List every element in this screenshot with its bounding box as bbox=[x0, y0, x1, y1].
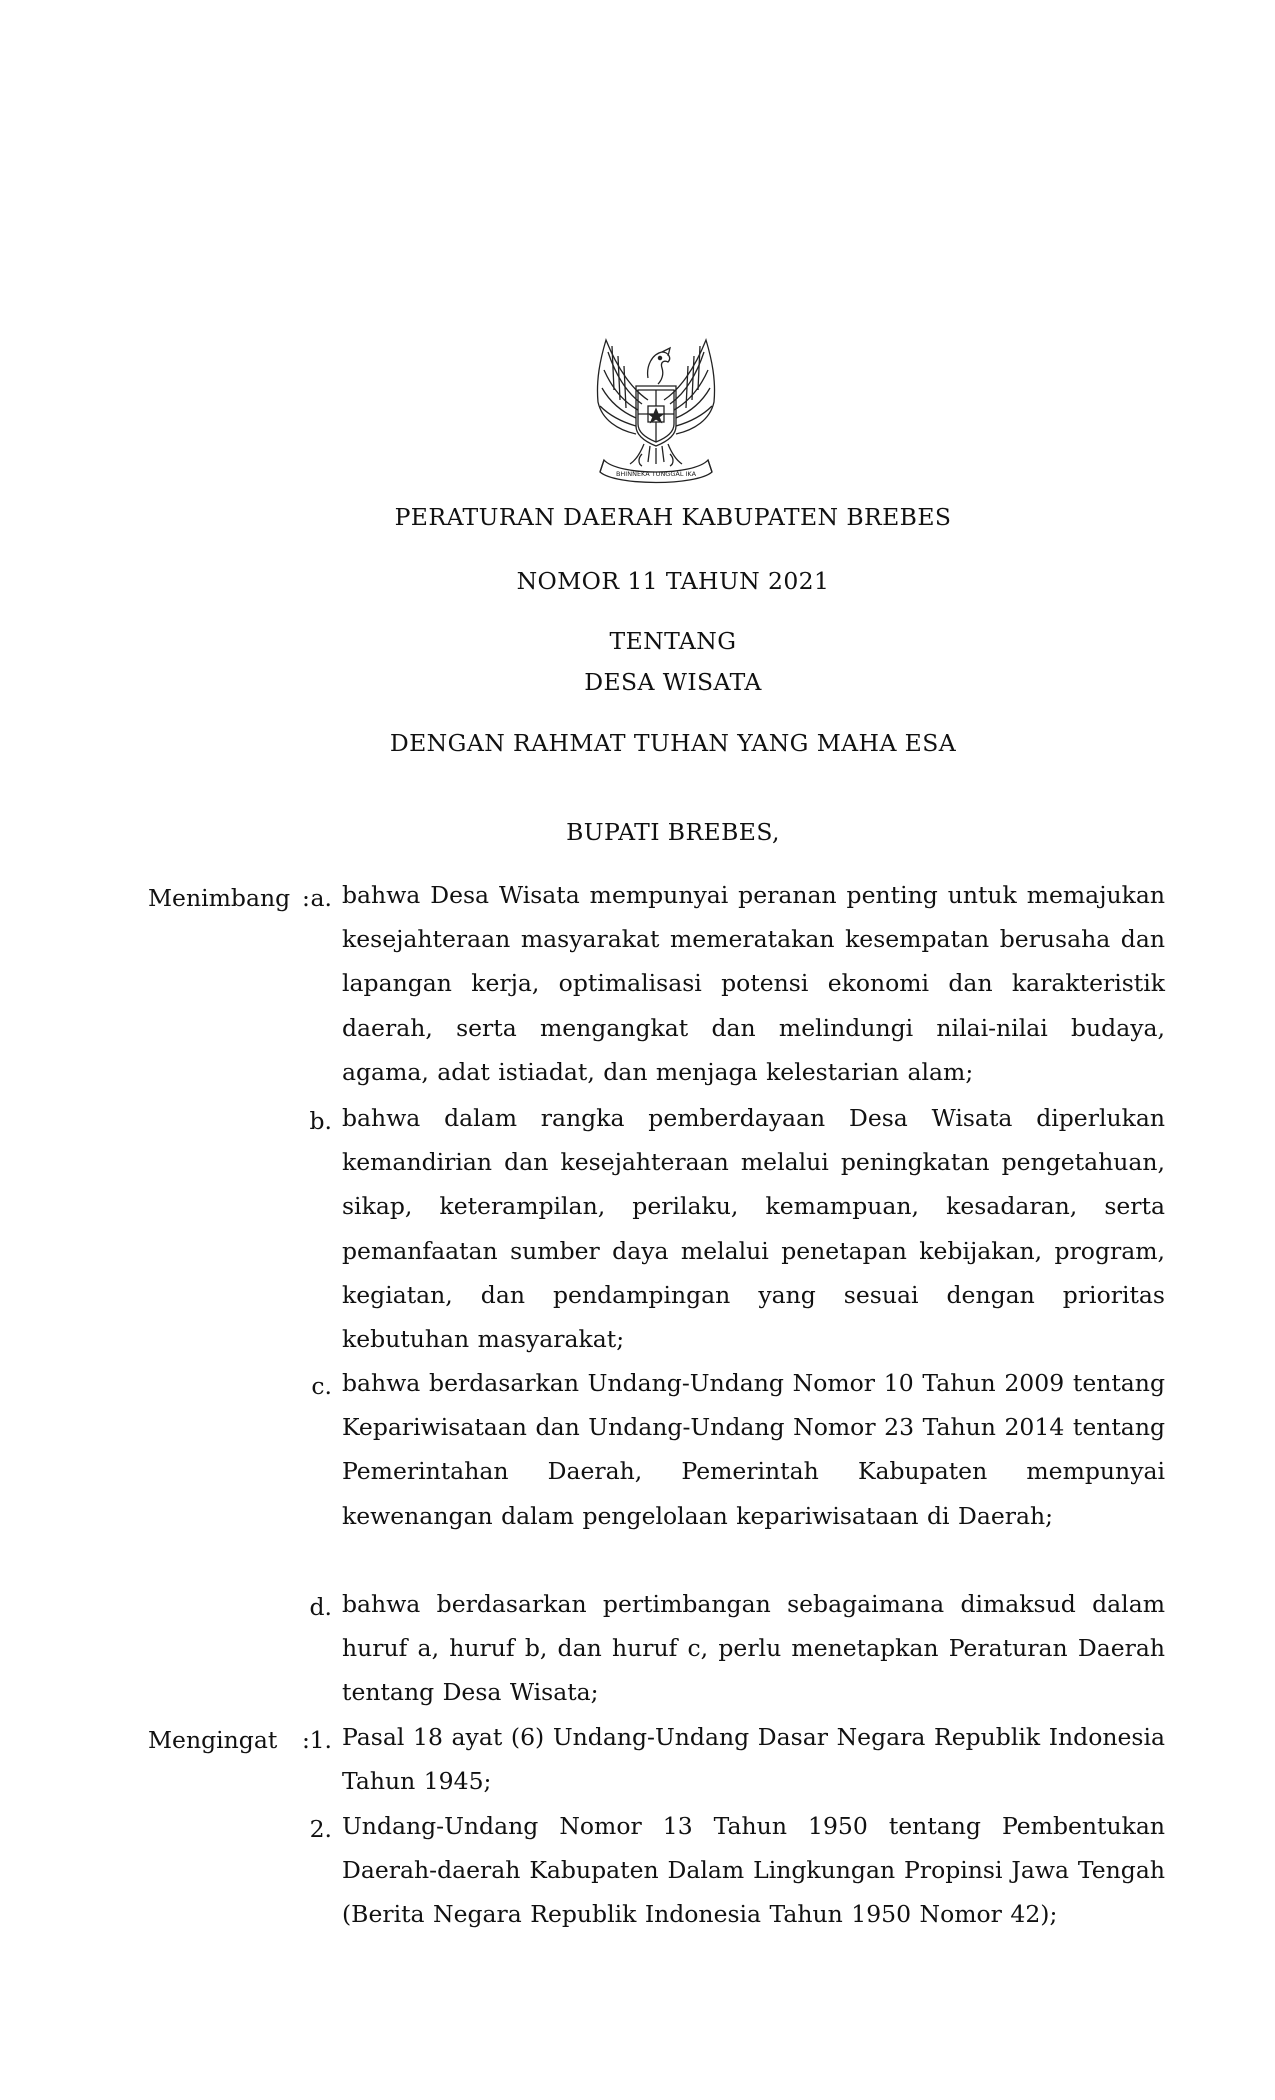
menimbang-label: Menimbang bbox=[148, 884, 291, 912]
mengingat-item-2: Undang-Undang Nomor 13 Tahun 1950 tentang Pembentukan Daerah-daerah Kabupaten Dalam Lingkungan Propinsi Jawa Tengah (Berita Negara Republik Indonesia Tahun 1950 Nomor 42); bbox=[342, 1812, 1165, 1929]
menimbang-marker-a: a. bbox=[310, 884, 332, 912]
mengingat-item-1: Pasal 18 ayat (6) Undang-Undang Dasar Negara Republik Indonesia Tahun 1945; bbox=[342, 1723, 1165, 1796]
mengingat-colon: : bbox=[302, 1726, 310, 1754]
regulation-title: PERATURAN DAERAH KABUPATEN BREBES bbox=[394, 503, 952, 531]
menimbang-item-d: bahwa berdasarkan pertimbangan sebagaimana dimaksud dalam huruf a, huruf b, dan huruf c, perlu menetapkan Peraturan Daerah tentang Desa Wisata; bbox=[342, 1590, 1165, 1707]
menimbang-marker-b: b. bbox=[309, 1107, 332, 1135]
mengingat-label: Mengingat bbox=[148, 1726, 278, 1754]
invocation-line: DENGAN RAHMAT TUHAN YANG MAHA ESA bbox=[389, 729, 957, 757]
garuda-pancasila-emblem bbox=[578, 330, 734, 490]
authority-line: BUPATI BREBES, bbox=[566, 818, 780, 846]
mengingat-marker-1: 1. bbox=[309, 1726, 332, 1754]
menimbang-colon: : bbox=[302, 884, 310, 912]
menimbang-marker-d: d. bbox=[309, 1593, 332, 1621]
menimbang-item-a: bahwa Desa Wisata mempunyai peranan penting untuk memajukan kesejahteraan masyarakat memeratakan kesempatan berusaha dan lapangan kerja, optimalisasi potensi ekonomi dan karakteristik daerah, serta mengangkat dan melindungi nilai-nilai budaya, agama, adat istiadat, dan menjaga kelestarian alam; bbox=[342, 881, 1165, 1086]
regulation-subject: DESA WISATA bbox=[584, 668, 762, 696]
menimbang-item-b: bahwa dalam rangka pemberdayaan Desa Wisata diperlukan kemandirian dan kesejahteraan melalui peningkatan pengetahuan, sikap, keterampilan, perilaku, kemampuan, kesadaran, serta pemanfaatan sumber daya melalui penetapan kebijakan, program, kegiatan, dan pendampingan yang sesuai dengan prioritas kebutuhan masyarakat; bbox=[342, 1104, 1165, 1354]
menimbang-marker-c: c. bbox=[311, 1372, 332, 1400]
regulation-number: NOMOR 11 TAHUN 2021 bbox=[516, 567, 830, 595]
about-heading: TENTANG bbox=[609, 627, 737, 655]
menimbang-item-c: bahwa berdasarkan Undang-Undang Nomor 10 Tahun 2009 tentang Kepariwisataan dan Undang-Undang Nomor 23 Tahun 2014 tentang Pemerintahan Daerah, Pemerintah Kabupaten mempunyai kewenangan dalam pengelolaan kepariwisataan di Daerah; bbox=[342, 1369, 1165, 1530]
mengingat-marker-2: 2. bbox=[309, 1815, 332, 1843]
emblem-motto: BHINNEKA TUNGGAL IKA bbox=[615, 470, 697, 478]
